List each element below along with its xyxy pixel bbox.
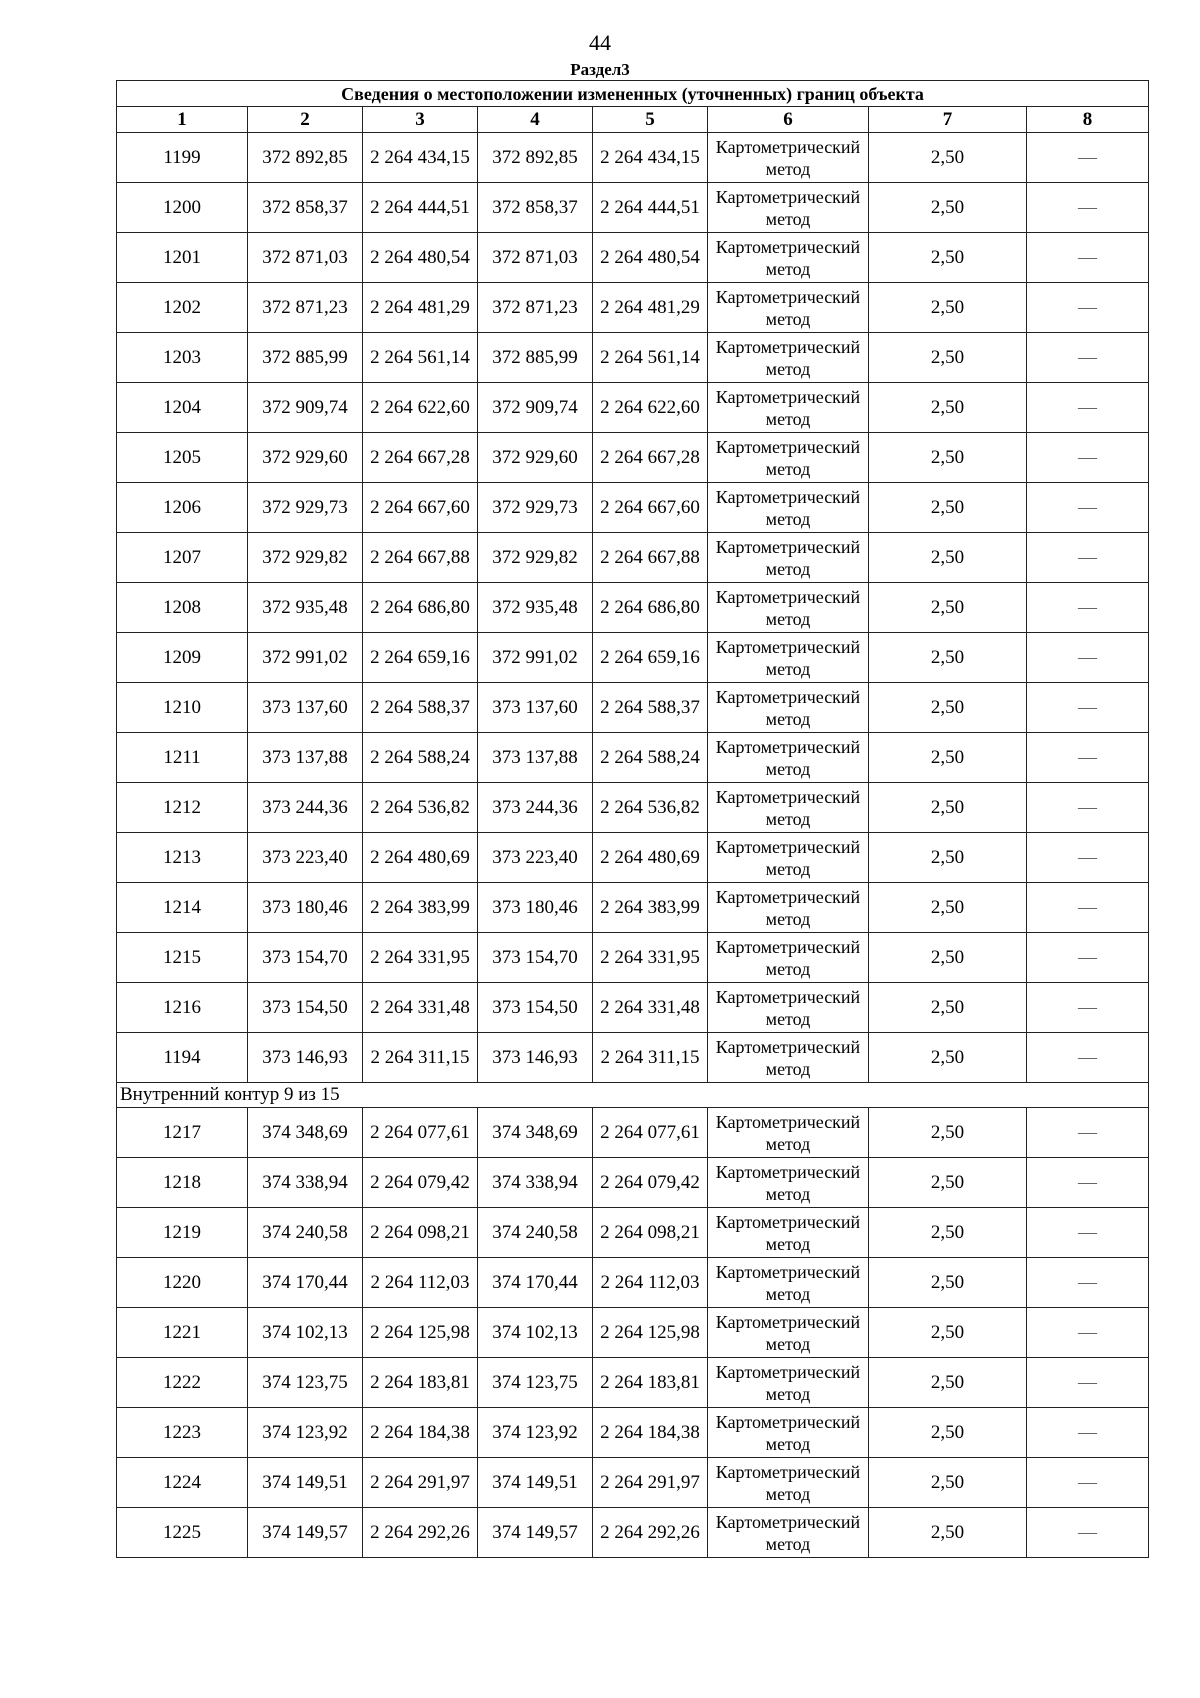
method-cell bbox=[708, 1033, 869, 1083]
table-row bbox=[117, 1508, 1149, 1558]
method-cell bbox=[708, 483, 869, 533]
y-coordinate-cell: 2 264 434,15 bbox=[363, 133, 478, 183]
y-coordinate-cell: 2 264 112,03 bbox=[363, 1258, 478, 1308]
table-header bbox=[117, 81, 1149, 133]
table-row bbox=[117, 1108, 1149, 1158]
method-cell bbox=[708, 133, 869, 183]
x-coordinate-cell: 374 149,57 bbox=[248, 1508, 363, 1558]
x-coordinate-cell: 372 871,23 bbox=[248, 283, 363, 333]
table-row bbox=[117, 183, 1149, 233]
column-number-row bbox=[117, 107, 1149, 133]
point-number-cell: 1206 bbox=[117, 483, 248, 533]
table-row bbox=[117, 833, 1149, 883]
point-number-cell: 1220 bbox=[117, 1258, 248, 1308]
table-row bbox=[117, 733, 1149, 783]
method-cell bbox=[708, 933, 869, 983]
x-coordinate-cell: 374 149,51 bbox=[248, 1458, 363, 1508]
table-row bbox=[117, 1308, 1149, 1358]
method-text: Картометрический метод bbox=[715, 236, 861, 279]
method-cell bbox=[708, 333, 869, 383]
new-y-coordinate-cell: 2 264 125,98 bbox=[593, 1308, 708, 1358]
table-row bbox=[117, 933, 1149, 983]
point-number-cell: 1222 bbox=[117, 1358, 248, 1408]
method-cell bbox=[708, 1508, 869, 1558]
table-row bbox=[117, 1258, 1149, 1308]
method-text: Картометрический метод bbox=[715, 1036, 861, 1079]
new-x-coordinate-cell: 374 338,94 bbox=[478, 1158, 593, 1208]
method-text: Картометрический метод bbox=[715, 736, 861, 779]
new-y-coordinate-cell: 2 264 536,82 bbox=[593, 783, 708, 833]
method-cell bbox=[708, 633, 869, 683]
new-x-coordinate-cell: 373 137,88 bbox=[478, 733, 593, 783]
point-number-cell: 1217 bbox=[117, 1108, 248, 1158]
method-text: Картометрический метод bbox=[715, 486, 861, 529]
method-text: Картометрический метод bbox=[715, 836, 861, 879]
accuracy-cell: 2,50 bbox=[869, 133, 1027, 183]
method-text: Картометрический метод bbox=[715, 1361, 861, 1404]
method-cell bbox=[708, 433, 869, 483]
table-row bbox=[117, 233, 1149, 283]
point-number-cell: 1212 bbox=[117, 783, 248, 833]
note-cell: — bbox=[1027, 733, 1149, 783]
note-cell: — bbox=[1027, 1258, 1149, 1308]
coordinates-table bbox=[116, 80, 1149, 1558]
new-y-coordinate-cell: 2 264 292,26 bbox=[593, 1508, 708, 1558]
point-number-cell: 1216 bbox=[117, 983, 248, 1033]
y-coordinate-cell: 2 264 686,80 bbox=[363, 583, 478, 633]
x-coordinate-cell: 374 170,44 bbox=[248, 1258, 363, 1308]
y-coordinate-cell: 2 264 311,15 bbox=[363, 1033, 478, 1083]
table-row bbox=[117, 333, 1149, 383]
column-number: 2 bbox=[248, 107, 363, 133]
note-cell: — bbox=[1027, 983, 1149, 1033]
accuracy-cell: 2,50 bbox=[869, 1408, 1027, 1458]
new-y-coordinate-cell: 2 264 667,60 bbox=[593, 483, 708, 533]
method-cell bbox=[708, 983, 869, 1033]
x-coordinate-cell: 373 244,36 bbox=[248, 783, 363, 833]
x-coordinate-cell: 374 348,69 bbox=[248, 1108, 363, 1158]
point-number-cell: 1201 bbox=[117, 233, 248, 283]
new-y-coordinate-cell: 2 264 622,60 bbox=[593, 383, 708, 433]
y-coordinate-cell: 2 264 667,28 bbox=[363, 433, 478, 483]
table-row bbox=[117, 1208, 1149, 1258]
table-row bbox=[117, 1458, 1149, 1508]
new-y-coordinate-cell: 2 264 331,48 bbox=[593, 983, 708, 1033]
x-coordinate-cell: 372 991,02 bbox=[248, 633, 363, 683]
y-coordinate-cell: 2 264 659,16 bbox=[363, 633, 478, 683]
x-coordinate-cell: 373 223,40 bbox=[248, 833, 363, 883]
y-coordinate-cell: 2 264 383,99 bbox=[363, 883, 478, 933]
point-number-cell: 1215 bbox=[117, 933, 248, 983]
y-coordinate-cell: 2 264 183,81 bbox=[363, 1358, 478, 1408]
point-number-cell: 1200 bbox=[117, 183, 248, 233]
table-row bbox=[117, 1158, 1149, 1208]
note-cell: — bbox=[1027, 883, 1149, 933]
accuracy-cell: 2,50 bbox=[869, 783, 1027, 833]
x-coordinate-cell: 374 240,58 bbox=[248, 1208, 363, 1258]
column-number: 8 bbox=[1027, 107, 1149, 133]
new-y-coordinate-cell: 2 264 480,69 bbox=[593, 833, 708, 883]
note-cell: — bbox=[1027, 1358, 1149, 1408]
table-row bbox=[117, 683, 1149, 733]
note-cell: — bbox=[1027, 533, 1149, 583]
table-row bbox=[117, 1408, 1149, 1458]
new-x-coordinate-cell: 374 149,57 bbox=[478, 1508, 593, 1558]
note-cell: — bbox=[1027, 1158, 1149, 1208]
new-x-coordinate-cell: 372 871,23 bbox=[478, 283, 593, 333]
point-number-cell: 1223 bbox=[117, 1408, 248, 1458]
point-number-cell: 1194 bbox=[117, 1033, 248, 1083]
point-number-cell: 1210 bbox=[117, 683, 248, 733]
point-number-cell: 1204 bbox=[117, 383, 248, 433]
table-row bbox=[117, 433, 1149, 483]
y-coordinate-cell: 2 264 536,82 bbox=[363, 783, 478, 833]
y-coordinate-cell: 2 264 444,51 bbox=[363, 183, 478, 233]
method-text: Картометрический метод bbox=[715, 536, 861, 579]
new-x-coordinate-cell: 373 180,46 bbox=[478, 883, 593, 933]
new-x-coordinate-cell: 372 909,74 bbox=[478, 383, 593, 433]
accuracy-cell: 2,50 bbox=[869, 283, 1027, 333]
x-coordinate-cell: 373 154,70 bbox=[248, 933, 363, 983]
note-cell: — bbox=[1027, 183, 1149, 233]
x-coordinate-cell: 372 858,37 bbox=[248, 183, 363, 233]
y-coordinate-cell: 2 264 125,98 bbox=[363, 1308, 478, 1358]
new-x-coordinate-cell: 374 170,44 bbox=[478, 1258, 593, 1308]
point-number-cell: 1211 bbox=[117, 733, 248, 783]
x-coordinate-cell: 372 929,60 bbox=[248, 433, 363, 483]
table-row bbox=[117, 1358, 1149, 1408]
method-cell bbox=[708, 1208, 869, 1258]
x-coordinate-cell: 372 892,85 bbox=[248, 133, 363, 183]
accuracy-cell: 2,50 bbox=[869, 1308, 1027, 1358]
point-number-cell: 1209 bbox=[117, 633, 248, 683]
y-coordinate-cell: 2 264 588,24 bbox=[363, 733, 478, 783]
new-x-coordinate-cell: 374 240,58 bbox=[478, 1208, 593, 1258]
accuracy-cell: 2,50 bbox=[869, 833, 1027, 883]
note-cell: — bbox=[1027, 683, 1149, 733]
new-x-coordinate-cell: 373 137,60 bbox=[478, 683, 593, 733]
method-text: Картометрический метод bbox=[715, 686, 861, 729]
y-coordinate-cell: 2 264 331,95 bbox=[363, 933, 478, 983]
note-cell: — bbox=[1027, 383, 1149, 433]
new-y-coordinate-cell: 2 264 098,21 bbox=[593, 1208, 708, 1258]
new-x-coordinate-cell: 374 123,75 bbox=[478, 1358, 593, 1408]
new-y-coordinate-cell: 2 264 331,95 bbox=[593, 933, 708, 983]
method-cell bbox=[708, 1158, 869, 1208]
x-coordinate-cell: 374 123,92 bbox=[248, 1408, 363, 1458]
method-cell bbox=[708, 583, 869, 633]
x-coordinate-cell: 372 935,48 bbox=[248, 583, 363, 633]
method-text: Картометрический метод bbox=[715, 1411, 861, 1454]
y-coordinate-cell: 2 264 622,60 bbox=[363, 383, 478, 433]
note-cell: — bbox=[1027, 1508, 1149, 1558]
point-number-cell: 1219 bbox=[117, 1208, 248, 1258]
note-cell: — bbox=[1027, 583, 1149, 633]
x-coordinate-cell: 374 338,94 bbox=[248, 1158, 363, 1208]
accuracy-cell: 2,50 bbox=[869, 933, 1027, 983]
y-coordinate-cell: 2 264 292,26 bbox=[363, 1508, 478, 1558]
point-number-cell: 1224 bbox=[117, 1458, 248, 1508]
method-text: Картометрический метод bbox=[715, 1211, 861, 1254]
point-number-cell: 1205 bbox=[117, 433, 248, 483]
method-text: Картометрический метод bbox=[715, 586, 861, 629]
new-x-coordinate-cell: 372 885,99 bbox=[478, 333, 593, 383]
method-cell bbox=[708, 233, 869, 283]
note-cell: — bbox=[1027, 1033, 1149, 1083]
note-cell: — bbox=[1027, 283, 1149, 333]
method-cell bbox=[708, 1408, 869, 1458]
y-coordinate-cell: 2 264 480,54 bbox=[363, 233, 478, 283]
table-caption: Сведения о местоположении измененных (уточненных) границ объекта bbox=[117, 81, 1149, 107]
x-coordinate-cell: 372 871,03 bbox=[248, 233, 363, 283]
new-y-coordinate-cell: 2 264 112,03 bbox=[593, 1258, 708, 1308]
method-text: Картометрический метод bbox=[715, 286, 861, 329]
new-x-coordinate-cell: 372 929,60 bbox=[478, 433, 593, 483]
note-cell: — bbox=[1027, 1458, 1149, 1508]
page-number: 44 bbox=[589, 30, 611, 55]
accuracy-cell: 2,50 bbox=[869, 483, 1027, 533]
method-text: Картометрический метод bbox=[715, 786, 861, 829]
note-cell: — bbox=[1027, 1108, 1149, 1158]
note-cell: — bbox=[1027, 133, 1149, 183]
accuracy-cell: 2,50 bbox=[869, 983, 1027, 1033]
accuracy-cell: 2,50 bbox=[869, 583, 1027, 633]
accuracy-cell: 2,50 bbox=[869, 1208, 1027, 1258]
new-y-coordinate-cell: 2 264 079,42 bbox=[593, 1158, 708, 1208]
method-cell bbox=[708, 1308, 869, 1358]
accuracy-cell: 2,50 bbox=[869, 733, 1027, 783]
contour-label: Внутренний контур 9 из 15 bbox=[117, 1083, 1149, 1108]
new-x-coordinate-cell: 373 146,93 bbox=[478, 1033, 593, 1083]
new-x-coordinate-cell: 374 348,69 bbox=[478, 1108, 593, 1158]
x-coordinate-cell: 373 137,88 bbox=[248, 733, 363, 783]
accuracy-cell: 2,50 bbox=[869, 1508, 1027, 1558]
y-coordinate-cell: 2 264 184,38 bbox=[363, 1408, 478, 1458]
new-y-coordinate-cell: 2 264 659,16 bbox=[593, 633, 708, 683]
method-text: Картометрический метод bbox=[715, 436, 861, 479]
y-coordinate-cell: 2 264 588,37 bbox=[363, 683, 478, 733]
accuracy-cell: 2,50 bbox=[869, 533, 1027, 583]
x-coordinate-cell: 373 154,50 bbox=[248, 983, 363, 1033]
new-x-coordinate-cell: 373 244,36 bbox=[478, 783, 593, 833]
method-text: Картометрический метод bbox=[715, 1461, 861, 1504]
note-cell: — bbox=[1027, 233, 1149, 283]
note-cell: — bbox=[1027, 783, 1149, 833]
accuracy-cell: 2,50 bbox=[869, 1358, 1027, 1408]
contour-row bbox=[117, 1083, 1149, 1108]
x-coordinate-cell: 372 885,99 bbox=[248, 333, 363, 383]
x-coordinate-cell: 374 123,75 bbox=[248, 1358, 363, 1408]
x-coordinate-cell: 372 929,73 bbox=[248, 483, 363, 533]
column-number: 4 bbox=[478, 107, 593, 133]
new-x-coordinate-cell: 373 154,70 bbox=[478, 933, 593, 983]
method-cell bbox=[708, 183, 869, 233]
accuracy-cell: 2,50 bbox=[869, 1158, 1027, 1208]
x-coordinate-cell: 373 146,93 bbox=[248, 1033, 363, 1083]
method-cell bbox=[708, 883, 869, 933]
point-number-cell: 1208 bbox=[117, 583, 248, 633]
note-cell: — bbox=[1027, 1308, 1149, 1358]
new-y-coordinate-cell: 2 264 561,14 bbox=[593, 333, 708, 383]
point-number-cell: 1213 bbox=[117, 833, 248, 883]
method-text: Картометрический метод bbox=[715, 886, 861, 929]
table-row bbox=[117, 1033, 1149, 1083]
column-number: 3 bbox=[363, 107, 478, 133]
method-text: Картометрический метод bbox=[715, 1261, 861, 1304]
note-cell: — bbox=[1027, 633, 1149, 683]
y-coordinate-cell: 2 264 561,14 bbox=[363, 333, 478, 383]
table-body bbox=[117, 133, 1149, 1558]
method-text: Картометрический метод bbox=[715, 986, 861, 1029]
point-number-cell: 1225 bbox=[117, 1508, 248, 1558]
y-coordinate-cell: 2 264 667,60 bbox=[363, 483, 478, 533]
new-y-coordinate-cell: 2 264 434,15 bbox=[593, 133, 708, 183]
method-cell bbox=[708, 1108, 869, 1158]
y-coordinate-cell: 2 264 098,21 bbox=[363, 1208, 478, 1258]
point-number-cell: 1214 bbox=[117, 883, 248, 933]
accuracy-cell: 2,50 bbox=[869, 1258, 1027, 1308]
column-number: 1 bbox=[117, 107, 248, 133]
new-y-coordinate-cell: 2 264 383,99 bbox=[593, 883, 708, 933]
table-row bbox=[117, 533, 1149, 583]
new-y-coordinate-cell: 2 264 481,29 bbox=[593, 283, 708, 333]
new-x-coordinate-cell: 372 871,03 bbox=[478, 233, 593, 283]
note-cell: — bbox=[1027, 333, 1149, 383]
method-cell bbox=[708, 1258, 869, 1308]
method-text: Картометрический метод bbox=[715, 936, 861, 979]
note-cell: — bbox=[1027, 483, 1149, 533]
method-text: Картометрический метод bbox=[715, 186, 861, 229]
accuracy-cell: 2,50 bbox=[869, 183, 1027, 233]
method-cell bbox=[708, 383, 869, 433]
table-caption-row bbox=[117, 81, 1149, 107]
accuracy-cell: 2,50 bbox=[869, 1033, 1027, 1083]
table-row bbox=[117, 783, 1149, 833]
method-cell bbox=[708, 1458, 869, 1508]
table-row bbox=[117, 133, 1149, 183]
table-row bbox=[117, 383, 1149, 433]
note-cell: — bbox=[1027, 933, 1149, 983]
accuracy-cell: 2,50 bbox=[869, 633, 1027, 683]
method-cell bbox=[708, 683, 869, 733]
method-cell bbox=[708, 1358, 869, 1408]
new-x-coordinate-cell: 372 935,48 bbox=[478, 583, 593, 633]
new-y-coordinate-cell: 2 264 588,24 bbox=[593, 733, 708, 783]
table-row bbox=[117, 633, 1149, 683]
new-x-coordinate-cell: 372 991,02 bbox=[478, 633, 593, 683]
accuracy-cell: 2,50 bbox=[869, 333, 1027, 383]
y-coordinate-cell: 2 264 291,97 bbox=[363, 1458, 478, 1508]
method-text: Картометрический метод bbox=[715, 1511, 861, 1554]
new-y-coordinate-cell: 2 264 667,28 bbox=[593, 433, 708, 483]
new-x-coordinate-cell: 372 929,73 bbox=[478, 483, 593, 533]
table-row bbox=[117, 283, 1149, 333]
table-row bbox=[117, 983, 1149, 1033]
method-text: Картометрический метод bbox=[715, 1311, 861, 1354]
method-cell bbox=[708, 833, 869, 883]
point-number-cell: 1203 bbox=[117, 333, 248, 383]
y-coordinate-cell: 2 264 077,61 bbox=[363, 1108, 478, 1158]
accuracy-cell: 2,50 bbox=[869, 1108, 1027, 1158]
method-text: Картометрический метод bbox=[715, 386, 861, 429]
accuracy-cell: 2,50 bbox=[869, 883, 1027, 933]
new-x-coordinate-cell: 372 929,82 bbox=[478, 533, 593, 583]
y-coordinate-cell: 2 264 480,69 bbox=[363, 833, 478, 883]
point-number-cell: 1207 bbox=[117, 533, 248, 583]
accuracy-cell: 2,50 bbox=[869, 683, 1027, 733]
note-cell: — bbox=[1027, 833, 1149, 883]
table-row bbox=[117, 883, 1149, 933]
new-x-coordinate-cell: 373 154,50 bbox=[478, 983, 593, 1033]
column-number: 6 bbox=[708, 107, 869, 133]
method-cell bbox=[708, 283, 869, 333]
new-x-coordinate-cell: 372 892,85 bbox=[478, 133, 593, 183]
x-coordinate-cell: 374 102,13 bbox=[248, 1308, 363, 1358]
method-text: Картометрический метод bbox=[715, 136, 861, 179]
note-cell: — bbox=[1027, 433, 1149, 483]
x-coordinate-cell: 372 929,82 bbox=[248, 533, 363, 583]
point-number-cell: 1218 bbox=[117, 1158, 248, 1208]
point-number-cell: 1199 bbox=[117, 133, 248, 183]
table-row bbox=[117, 583, 1149, 633]
column-number: 7 bbox=[869, 107, 1027, 133]
new-x-coordinate-cell: 373 223,40 bbox=[478, 833, 593, 883]
new-y-coordinate-cell: 2 264 444,51 bbox=[593, 183, 708, 233]
accuracy-cell: 2,50 bbox=[869, 433, 1027, 483]
x-coordinate-cell: 372 909,74 bbox=[248, 383, 363, 433]
new-y-coordinate-cell: 2 264 588,37 bbox=[593, 683, 708, 733]
new-y-coordinate-cell: 2 264 077,61 bbox=[593, 1108, 708, 1158]
section-title: Раздел3 bbox=[570, 60, 630, 79]
accuracy-cell: 2,50 bbox=[869, 233, 1027, 283]
y-coordinate-cell: 2 264 667,88 bbox=[363, 533, 478, 583]
x-coordinate-cell: 373 137,60 bbox=[248, 683, 363, 733]
method-cell bbox=[708, 783, 869, 833]
x-coordinate-cell: 373 180,46 bbox=[248, 883, 363, 933]
note-cell: — bbox=[1027, 1208, 1149, 1258]
y-coordinate-cell: 2 264 481,29 bbox=[363, 283, 478, 333]
y-coordinate-cell: 2 264 331,48 bbox=[363, 983, 478, 1033]
method-cell bbox=[708, 733, 869, 783]
new-x-coordinate-cell: 374 123,92 bbox=[478, 1408, 593, 1458]
new-x-coordinate-cell: 372 858,37 bbox=[478, 183, 593, 233]
accuracy-cell: 2,50 bbox=[869, 383, 1027, 433]
new-y-coordinate-cell: 2 264 291,97 bbox=[593, 1458, 708, 1508]
accuracy-cell: 2,50 bbox=[869, 1458, 1027, 1508]
point-number-cell: 1202 bbox=[117, 283, 248, 333]
method-cell bbox=[708, 533, 869, 583]
new-y-coordinate-cell: 2 264 686,80 bbox=[593, 583, 708, 633]
y-coordinate-cell: 2 264 079,42 bbox=[363, 1158, 478, 1208]
note-cell: — bbox=[1027, 1408, 1149, 1458]
new-y-coordinate-cell: 2 264 667,88 bbox=[593, 533, 708, 583]
new-y-coordinate-cell: 2 264 184,38 bbox=[593, 1408, 708, 1458]
column-number: 5 bbox=[593, 107, 708, 133]
new-y-coordinate-cell: 2 264 183,81 bbox=[593, 1358, 708, 1408]
method-text: Картометрический метод bbox=[715, 1161, 861, 1204]
new-x-coordinate-cell: 374 149,51 bbox=[478, 1458, 593, 1508]
new-y-coordinate-cell: 2 264 480,54 bbox=[593, 233, 708, 283]
method-text: Картометрический метод bbox=[715, 336, 861, 379]
method-text: Картометрический метод bbox=[715, 636, 861, 679]
point-number-cell: 1221 bbox=[117, 1308, 248, 1358]
table-row bbox=[117, 483, 1149, 533]
method-text: Картометрический метод bbox=[715, 1111, 861, 1154]
new-y-coordinate-cell: 2 264 311,15 bbox=[593, 1033, 708, 1083]
new-x-coordinate-cell: 374 102,13 bbox=[478, 1308, 593, 1358]
